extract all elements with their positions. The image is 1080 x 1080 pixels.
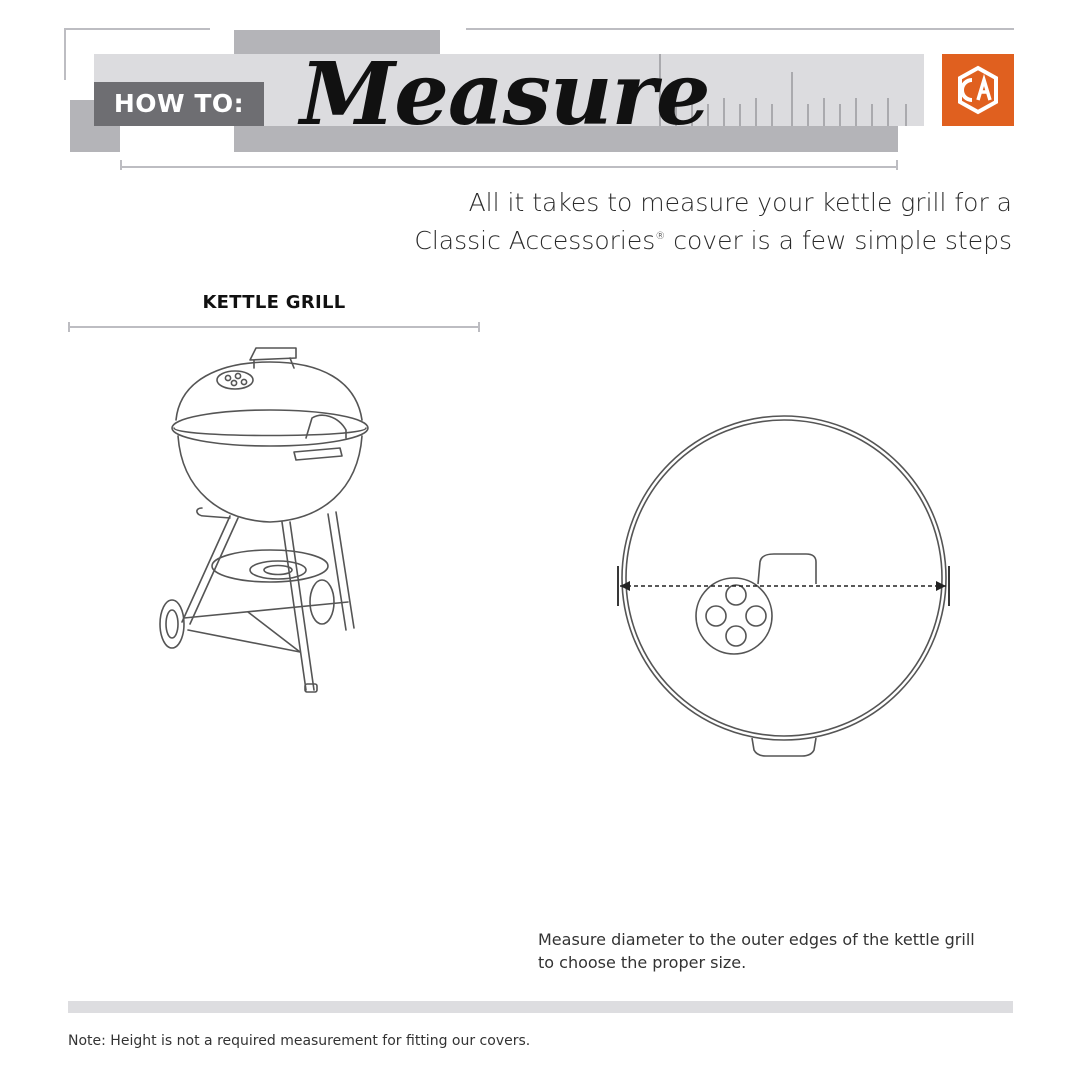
kettle-grill-top-view-icon bbox=[606, 404, 966, 764]
kettle-grill-side-view-icon bbox=[150, 340, 390, 700]
frame-line-top-right bbox=[466, 28, 1014, 30]
frame-line-bottom-tick-left bbox=[120, 160, 122, 170]
footer-note: Note: Height is not a required measurement for fitting our covers. bbox=[68, 1033, 531, 1049]
diagram-label: KETTLE GRILL bbox=[202, 292, 346, 313]
ca-brand-logo-icon bbox=[942, 54, 1014, 126]
page-title: Measure bbox=[300, 44, 710, 145]
footer-divider bbox=[68, 1001, 1013, 1013]
howto-badge: HOW TO: bbox=[94, 82, 264, 126]
frame-line-bottom-tick-right bbox=[896, 160, 898, 170]
frame-line-left-vertical bbox=[64, 28, 66, 80]
diagram-label-tick-left bbox=[68, 322, 70, 332]
diameter-arrow-icon bbox=[618, 566, 949, 606]
intro-text bbox=[372, 186, 1012, 258]
intro-line-2-rest: cover is a few simple steps bbox=[665, 226, 1012, 255]
frame-line-top-left bbox=[66, 28, 210, 30]
brand-name: Classic Accessories bbox=[414, 226, 656, 255]
frame-line-bottom bbox=[120, 166, 898, 168]
diagram-label-underline bbox=[68, 326, 480, 328]
intro-line-1: All it takes to measure your kettle grill for a bbox=[468, 188, 1012, 217]
instruction-text bbox=[538, 928, 1018, 974]
instruction-line-1: Measure diameter to the outer edges of the kettle grill bbox=[538, 930, 975, 949]
registered-mark: ® bbox=[655, 231, 666, 242]
diagram-label-tick-right bbox=[478, 322, 480, 332]
intro-line-2 bbox=[372, 220, 1012, 258]
instruction-line-2: to choose the proper size. bbox=[538, 953, 747, 972]
